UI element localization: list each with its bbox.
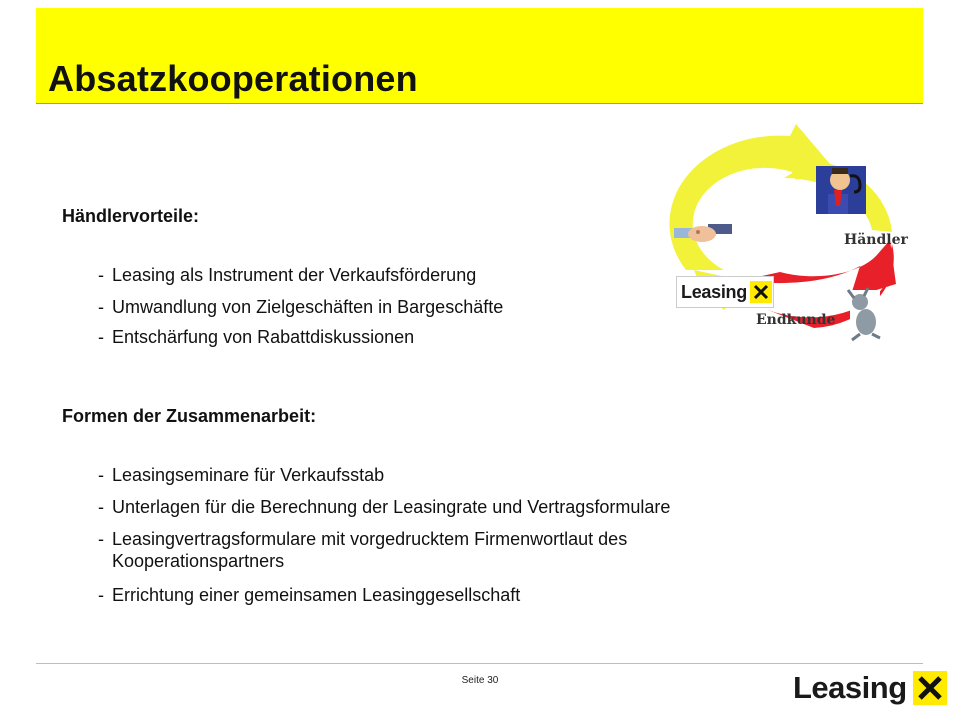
heading-dealer-benefits: Händlervorteile:: [62, 206, 200, 226]
list-item: - Umwandlung von Zielgeschäften in Bargeschäfte: [98, 297, 504, 317]
dealer-phone-icon: [816, 166, 866, 214]
label-dealer: Händler: [844, 232, 908, 248]
logo-wordmark: Leasing: [793, 670, 907, 705]
yellow-cycle-arrow: [669, 124, 830, 270]
heading-forms-of-cooperation: Formen der Zusammenarbeit:: [62, 406, 317, 426]
logo-wordmark: Leasing: [681, 281, 747, 302]
raiffeisen-cross-icon: [913, 671, 947, 705]
title-divider: [36, 103, 923, 104]
list-item: - Leasing als Instrument der Verkaufsförderung: [98, 265, 477, 285]
leasing-logo-footer: [793, 670, 947, 706]
list-item: - Unterlagen für die Berechnung der Leasingrate und Vertragsformulare: [98, 497, 671, 517]
customer-figure-icon: [848, 288, 880, 340]
footer-divider: [36, 663, 923, 664]
list-item: - Leasingvertragsformulare mit vorgedrucktem Firmenwortlaut des Kooperationspartners: [98, 529, 628, 571]
raiffeisen-cross-icon: [750, 281, 772, 303]
label-end-customer: Endkunde: [756, 312, 836, 328]
list-item: - Leasingseminare für Verkaufsstab: [98, 465, 385, 485]
leasing-logo-diagram: [676, 276, 774, 308]
list-item: - Entschärfung von Rabattdiskussionen: [98, 327, 415, 347]
list-item: - Errichtung einer gemeinsamen Leasinggesellschaft: [98, 585, 521, 605]
page-number: Seite 30: [461, 675, 499, 686]
page-title: Absatzkooperationen: [48, 58, 418, 99]
